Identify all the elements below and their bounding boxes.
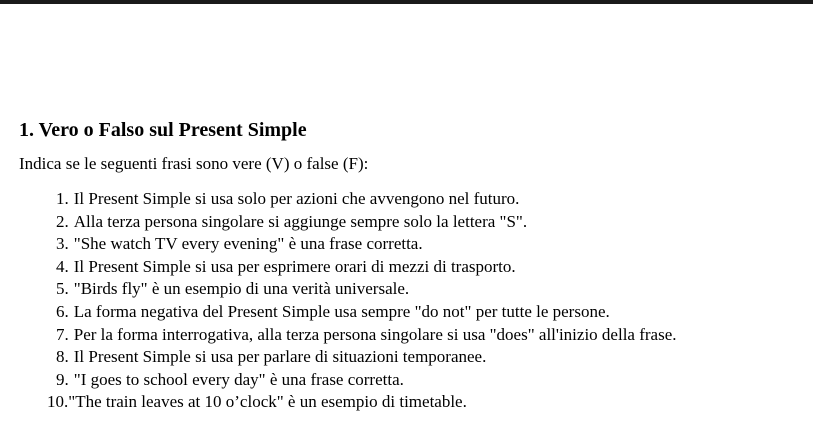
- question-item: [56, 369, 677, 392]
- question-number: 6.: [56, 301, 69, 321]
- question-number: 4.: [56, 256, 69, 276]
- question-text: "The train leaves at 10 o’clock" è un esempio di timetable.: [68, 392, 467, 412]
- question-item: [56, 301, 677, 324]
- question-text: Alla terza persona singolare si aggiunge sempre solo la lettera "S".: [73, 211, 528, 231]
- question-number: 2.: [56, 211, 69, 231]
- question-list: [47, 188, 677, 414]
- exercise-title: 1. Vero o Falso sul Present Simple: [19, 119, 307, 141]
- question-text: "Birds fly" è un esempio di una verità universale.: [73, 279, 410, 299]
- question-text: Per la forma interrogativa, alla terza persona singolare si usa "does" all'inizio della frase.: [73, 324, 677, 344]
- question-item: [56, 278, 677, 301]
- question-text: "I goes to school every day" è una frase corretta.: [73, 369, 404, 389]
- question-item: [56, 324, 677, 347]
- question-text: La forma negativa del Present Simple usa sempre "do not" per tutte le persone.: [73, 301, 610, 321]
- question-item: [56, 256, 677, 279]
- question-text: Il Present Simple si usa per esprimere orari di mezzi di trasporto.: [73, 256, 516, 276]
- question-item: [56, 233, 677, 256]
- question-number: 3.: [56, 234, 69, 254]
- question-item: [56, 188, 677, 211]
- question-number: 10.: [47, 392, 69, 412]
- question-number: 8.: [56, 347, 69, 367]
- instructions-text: Indica se le seguenti frasi sono vere (V) o false (F):: [19, 154, 369, 173]
- question-number: 1.: [56, 189, 69, 208]
- question-number: 5.: [56, 279, 69, 299]
- top-border: [0, 0, 813, 4]
- question-item: [56, 346, 677, 369]
- question-number: 7.: [56, 324, 69, 344]
- question-text: "She watch TV every evening" è una frase corretta.: [73, 234, 423, 254]
- question-text: Il Present Simple si usa solo per azioni che avvengono nel futuro.: [73, 189, 520, 208]
- question-text: Il Present Simple si usa per parlare di situazioni temporanee.: [73, 347, 487, 367]
- question-number: 9.: [56, 369, 69, 389]
- question-item: [47, 391, 677, 414]
- question-item: [56, 211, 677, 234]
